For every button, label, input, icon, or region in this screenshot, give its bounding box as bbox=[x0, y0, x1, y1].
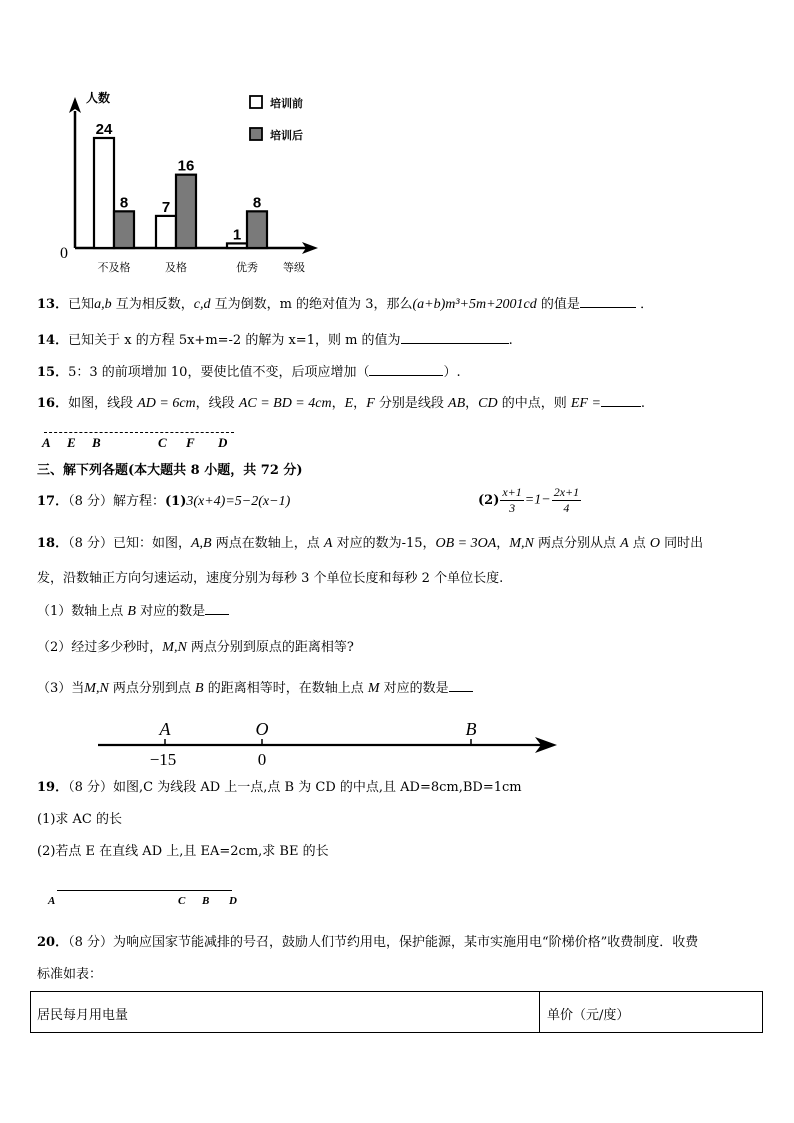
q18-s1-text-b: 对应的数是 bbox=[135, 604, 206, 619]
q18-s3-text-c: 的距离相等时，在数轴上点 bbox=[203, 681, 368, 696]
q19-sub-1: (1)求 AC 的长 bbox=[37, 812, 123, 827]
q16-text-3: ， bbox=[331, 396, 345, 411]
label-b: B bbox=[465, 719, 477, 739]
q16-math-2: AC = BD = 4cm bbox=[238, 396, 332, 411]
q18-math-5: A bbox=[620, 536, 629, 551]
fig16-label-f: F bbox=[186, 435, 195, 450]
q16-math-6: CD bbox=[478, 396, 498, 411]
q16-math-1: AD = 6cm bbox=[137, 396, 196, 411]
q20-number: 20． bbox=[37, 935, 69, 950]
table-header-price: 单价（元/度） bbox=[547, 1008, 630, 1023]
q16-math-3: E bbox=[344, 396, 354, 411]
q14-answer-blank[interactable] bbox=[401, 343, 509, 344]
bar-1-2 bbox=[247, 211, 267, 248]
fig19-label-d: D bbox=[229, 895, 237, 907]
q13-number: 13． bbox=[37, 297, 69, 312]
q16-answer-blank[interactable] bbox=[601, 406, 641, 407]
q18-s3-math: M,N bbox=[84, 681, 109, 696]
q18-s3-text-b: 两点分别到点 bbox=[108, 681, 196, 696]
q18-s1-blank[interactable] bbox=[205, 614, 229, 615]
q17-part2 bbox=[478, 485, 582, 516]
q18-s3-math-2: B bbox=[195, 681, 204, 696]
bar-0-0 bbox=[94, 138, 114, 248]
q18-math-1: A,B bbox=[191, 536, 212, 551]
fig16-label-e: E bbox=[67, 435, 76, 450]
q18-text-5: 两点分别从点 bbox=[533, 536, 621, 551]
fig16-label-c: C bbox=[158, 435, 167, 450]
bar-1-1 bbox=[176, 175, 196, 248]
q17-equation-1: 3(x+4)=5−2(x−1) bbox=[186, 494, 291, 509]
q18-text-2: 两点在数轴上，点 bbox=[211, 536, 324, 551]
data-label-1-0: 8 bbox=[119, 194, 129, 212]
q16-text-6: ， bbox=[465, 396, 479, 411]
q18-s2-text-b: 两点分别到原点的距离相等? bbox=[186, 640, 354, 655]
q13-text-1: 已知 bbox=[68, 297, 95, 312]
q13-text-4: 的值是 bbox=[536, 297, 580, 312]
q18-s2-text-a: （2）经过多少秒时， bbox=[37, 640, 163, 655]
y-axis-arrow bbox=[69, 97, 81, 113]
q20-text: （8 分）为响应国家节能减排的号召，鼓励人们节约用电，保护能源，某市实施用电“阶梯价格”收费制度．收费 bbox=[68, 935, 699, 950]
q18-text-3: 对应的数为-15， bbox=[332, 536, 436, 551]
q19-number: 19． bbox=[37, 780, 69, 795]
q17-number: 17． bbox=[37, 494, 69, 509]
q18-s3-blank[interactable] bbox=[449, 691, 473, 692]
value-o: 0 bbox=[257, 750, 267, 769]
q16-text-5: 分别是线段 bbox=[374, 396, 449, 411]
value-a: −15 bbox=[149, 750, 177, 769]
q16-math-7: EF = bbox=[570, 396, 601, 411]
q17-f2-denominator: 4 bbox=[563, 501, 570, 515]
q18-s3-text-a: （3）当 bbox=[37, 681, 85, 696]
question-19 bbox=[37, 779, 522, 797]
q17-f2-numerator: 2x+1 bbox=[553, 485, 580, 499]
q18-text-4: ， bbox=[496, 536, 510, 551]
fig19-label-b: B bbox=[202, 895, 210, 907]
q18-s1-text-a: （1）数轴上点 bbox=[37, 604, 128, 619]
question-13 bbox=[37, 296, 653, 314]
data-label-0-1: 7 bbox=[161, 198, 171, 216]
q19-text: （8 分）如图,C 为线段 AD 上一点,点 B 为 CD 的中点,且 AD=8cm,BD=1cm bbox=[68, 780, 522, 795]
fig16-label-b: B bbox=[92, 435, 101, 450]
question-17 bbox=[37, 493, 290, 511]
y-axis-label: 人数 bbox=[86, 91, 111, 105]
q15-text: 5：3 的前项增加 10，要使比值不变，后项应增加（ bbox=[68, 365, 370, 380]
q16-math-4: F bbox=[366, 396, 375, 411]
q18-math-2: A bbox=[323, 536, 333, 551]
q13-math-cd: c,d bbox=[193, 297, 211, 312]
x-tick-label-1: 及格 bbox=[165, 261, 187, 274]
number-line bbox=[95, 715, 565, 770]
q18-text-7: 同时出 bbox=[660, 536, 704, 551]
fig16-label-a: A bbox=[42, 435, 51, 450]
q16-text-1: 如图，线段 bbox=[68, 396, 138, 411]
q15-answer-blank[interactable] bbox=[369, 375, 443, 376]
price-table bbox=[30, 991, 763, 1033]
q16-text-2: ，线段 bbox=[195, 396, 239, 411]
q18-text-1: （8 分）已知：如图， bbox=[68, 536, 191, 551]
q16-number: 16． bbox=[37, 396, 69, 411]
q13-text-5: ． bbox=[640, 297, 654, 312]
question-16 bbox=[37, 395, 645, 413]
q17-f1-numerator: x+1 bbox=[502, 485, 522, 499]
q17-equals: =1− bbox=[524, 492, 551, 508]
table-cell-usage bbox=[31, 992, 540, 1032]
label-a: A bbox=[159, 719, 171, 739]
q13-expression: (a+b)m³+5m+2001cd bbox=[412, 297, 537, 312]
origin-label: 0 bbox=[60, 245, 68, 262]
q14-text: 已知关于 x 的方程 5x+m=-2 的解为 x=1，则 m 的值为 bbox=[68, 333, 401, 348]
q16-text-4: ， bbox=[353, 396, 367, 411]
q18-math-4: M,N bbox=[509, 536, 534, 551]
legend-label-1: 培训后 bbox=[270, 129, 303, 142]
section-3-heading: 三、解下列各题(本大题共 8 小题，共 72 分) bbox=[37, 463, 303, 478]
bar-0-2 bbox=[227, 243, 247, 248]
bar-chart bbox=[50, 85, 340, 275]
data-label-1-1: 16 bbox=[177, 157, 195, 175]
q18-s1-math: B bbox=[127, 604, 136, 619]
fig19-label-a: A bbox=[48, 895, 56, 907]
q19-sub-2: (2)若点 E 在直线 AD 上,且 EA=2cm,求 BE 的长 bbox=[37, 844, 329, 859]
data-label-0-2: 1 bbox=[232, 226, 242, 244]
legend-label-0: 培训前 bbox=[270, 97, 303, 110]
q18-s3-text-d: 对应的数是 bbox=[379, 681, 449, 696]
question-18 bbox=[37, 535, 703, 553]
q18-s3-math-3: M bbox=[367, 681, 380, 696]
q18-sub-2 bbox=[37, 639, 354, 657]
q16-text-7: 的中点，则 bbox=[497, 396, 571, 411]
q14-text-2: . bbox=[508, 333, 513, 348]
q17-fraction-2 bbox=[552, 485, 581, 516]
q17-text: （8 分）解方程： bbox=[68, 494, 165, 509]
q18-s2-math: M,N bbox=[162, 640, 187, 655]
q17-fraction-1 bbox=[500, 485, 523, 516]
fig19-segment bbox=[57, 890, 232, 891]
legend-swatch-0 bbox=[250, 96, 262, 108]
q17-part2-label: (2) bbox=[478, 493, 500, 508]
fig16-label-d: D bbox=[218, 435, 228, 450]
q17-part1-label: (1) bbox=[165, 494, 187, 509]
q13-text-2: 互为相反数， bbox=[111, 297, 194, 312]
fig16-segment bbox=[44, 432, 234, 434]
q15-number: 15． bbox=[37, 365, 69, 380]
bar-0-1 bbox=[156, 216, 176, 248]
q18-sub-1 bbox=[37, 603, 229, 621]
q13-text-3: 互为倒数，m 的绝对值为 3，那么 bbox=[210, 297, 413, 312]
data-label-1-2: 8 bbox=[252, 194, 262, 212]
bar-1-0 bbox=[114, 211, 134, 248]
q18-math-6: O bbox=[649, 536, 661, 551]
x-tick-label-0: 不及格 bbox=[97, 261, 131, 274]
q13-math-ab: a,b bbox=[94, 297, 112, 312]
q15-text-2: ）. bbox=[443, 365, 461, 380]
q18-line-2: 发，沿数轴正方向匀速运动，速度分别为每秒 3 个单位长度和每秒 2 个单位长度. bbox=[37, 571, 504, 586]
question-15 bbox=[37, 364, 461, 382]
q18-sub-3 bbox=[37, 680, 473, 698]
question-14 bbox=[37, 332, 513, 350]
fig19-label-c: C bbox=[178, 895, 186, 907]
question-20 bbox=[37, 934, 698, 952]
q18-text-6: 点 bbox=[628, 536, 650, 551]
data-label-0-0: 24 bbox=[95, 121, 113, 138]
x-tick-label-2: 优秀 bbox=[236, 261, 258, 274]
q18-number: 18． bbox=[37, 536, 69, 551]
q14-number: 14． bbox=[37, 333, 69, 348]
q13-answer-blank[interactable] bbox=[580, 307, 636, 308]
table-header-usage: 居民每月用电量 bbox=[37, 1008, 129, 1023]
q16-math-5: AB bbox=[448, 396, 466, 411]
label-o: O bbox=[255, 719, 269, 739]
x-axis-label: 等级 bbox=[283, 261, 305, 274]
legend-swatch-1 bbox=[250, 128, 262, 140]
q20-line-2: 标准如表： bbox=[37, 967, 103, 982]
q16-text-8: . bbox=[640, 396, 646, 411]
q18-math-3: OB = 3OA bbox=[435, 536, 497, 551]
q17-f1-denominator: 3 bbox=[509, 501, 516, 515]
